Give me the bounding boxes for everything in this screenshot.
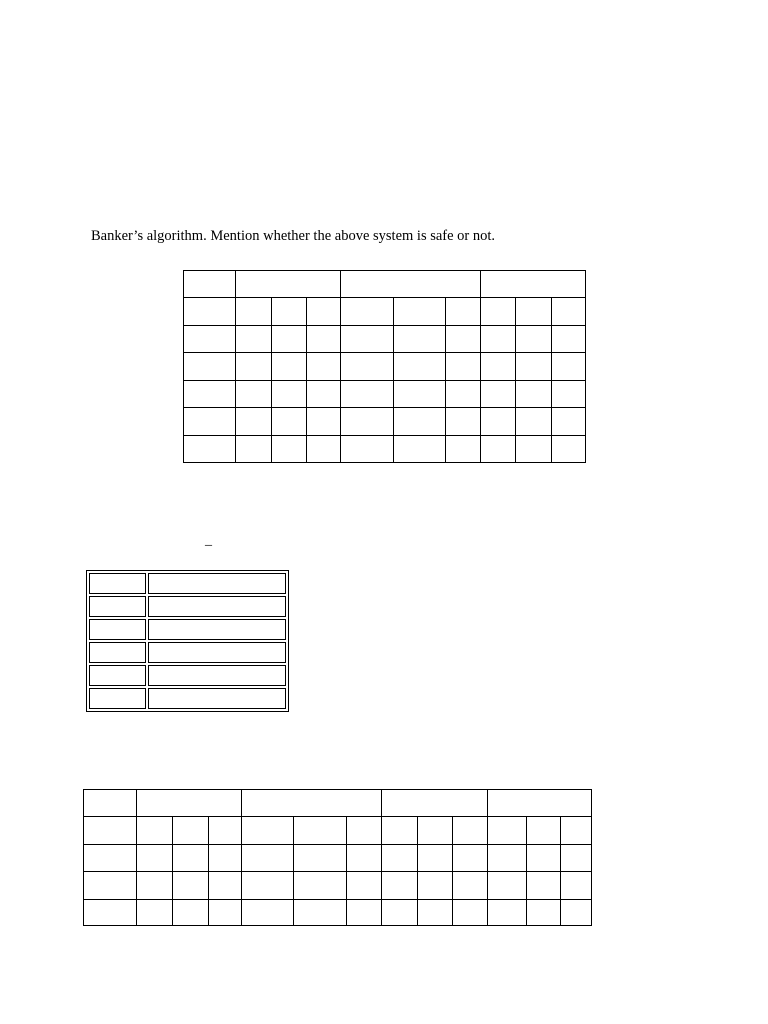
table1-border (184, 271, 586, 463)
sequence-value-cell (148, 665, 286, 686)
blank-underscore: _ (205, 533, 212, 548)
intro-paragraph: Banker’s algorithm. Mention whether the above system is safe or not. (91, 228, 496, 244)
sequence-index-cell (89, 619, 146, 640)
sequence-index-cell (89, 573, 146, 594)
table3-border (84, 790, 592, 926)
banker-table-2 (83, 789, 593, 927)
sequence-value-cell (148, 642, 286, 663)
sequence-table (86, 570, 289, 712)
sequence-index-cell (89, 642, 146, 663)
sequence-index-cell (89, 665, 146, 686)
banker-table-1 (183, 270, 587, 464)
sequence-value-cell (148, 688, 286, 709)
sequence-index-cell (89, 688, 146, 709)
sequence-value-cell (148, 619, 286, 640)
sequence-index-cell (89, 596, 146, 617)
sequence-value-cell (148, 573, 286, 594)
sequence-value-cell (148, 596, 286, 617)
